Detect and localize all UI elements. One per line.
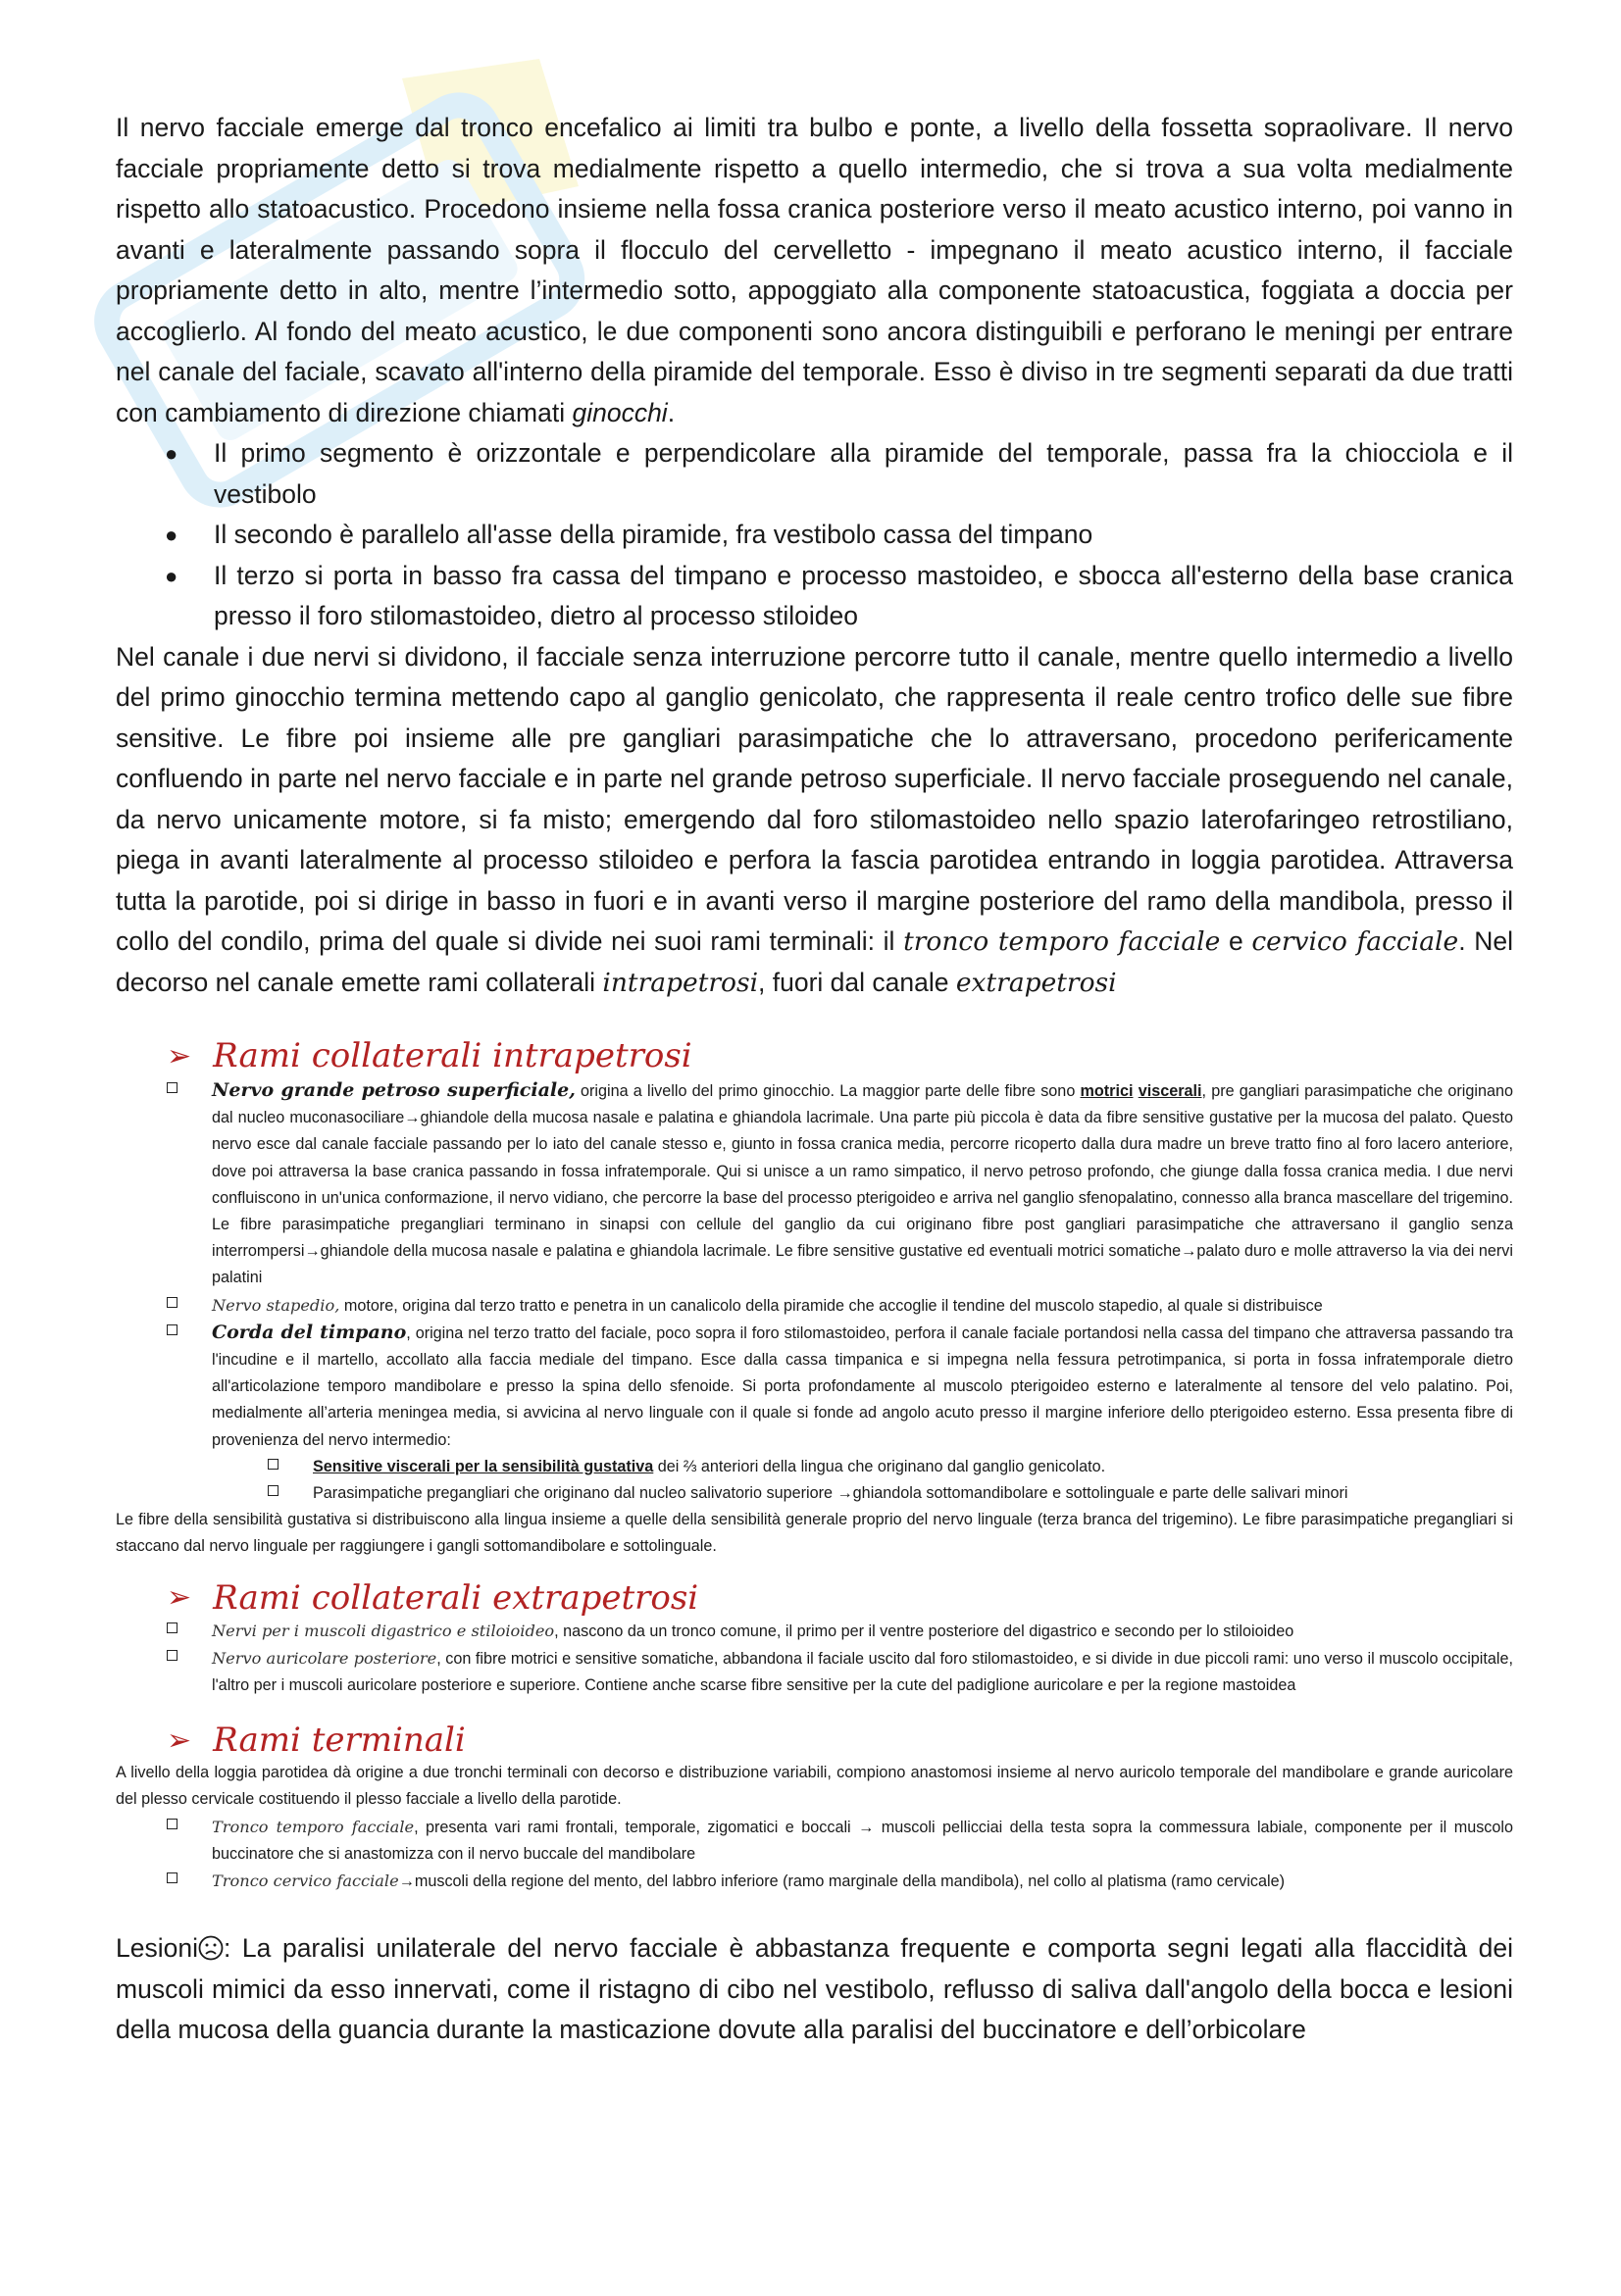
item-text: , presenta vari rami frontali, temporale, zigomatici e boccali → muscoli pellicciai della testa sopra la commessura labiale, componente per il muscolo buccinatore che si anastomizza con il nervo buccale del mandibolare bbox=[212, 1818, 1513, 1863]
list-item bbox=[116, 515, 1513, 556]
checkbox-icon bbox=[167, 1082, 177, 1093]
sad-face-icon bbox=[198, 1935, 224, 1961]
checkbox-icon bbox=[268, 1459, 279, 1470]
section-title: Rami terminali bbox=[213, 1721, 466, 1761]
segment-text: Il terzo si porta in basso fra cassa del timpano e processo mastoideo, e sbocca all'esterno della base cranica presso il foro stilomastoideo, dietro al processo stiloideo bbox=[214, 560, 1513, 630]
list-item bbox=[116, 1077, 1513, 1292]
item-text: , origina nel terzo tratto del faciale, poco sopra il foro stilomastoideo, perfora il canale faciale portandosi nella cassa del timpano che attraversa passando tra l'incudine e il martello, accollato alla faccia mediale del timpano. Esce dalla cassa timpanica e si impegna nella fessura petrotimpanica, si porta in fossa infratemporale dietro all'articolazione temporo mandibolare e presso la spina dello sfenoide. Si porta profondamente al muscolo pterigoideo esterno e lateralmente al tensore del velo palatino. Poi, medialmente all’arteria meningea media, si avvicina al nervo linguale con il quale si fonde ad angolo acuto presso il margine inferiore dello pterigoideo esterno. Essa presenta fibre di provenienza del nervo intermedio: bbox=[212, 1323, 1513, 1449]
bullet-icon: ● bbox=[165, 441, 178, 466]
bullet-icon: ● bbox=[165, 563, 178, 588]
section-heading-extrapetrosi bbox=[167, 1578, 1513, 1618]
corda-sublist bbox=[116, 1454, 1513, 1507]
list-item bbox=[116, 1320, 1513, 1507]
motrici-term: motrici bbox=[1080, 1082, 1134, 1100]
item-text: origina a livello del primo ginocchio. La maggior parte delle fibre sono bbox=[575, 1082, 1081, 1100]
list-item bbox=[116, 1868, 1513, 1895]
checkbox-icon bbox=[167, 1622, 177, 1633]
list-item bbox=[116, 1814, 1513, 1868]
intro-text: Il nervo facciale emerge dal tronco encefalico ai limiti tra bulbo e ponte, a livello della fossetta sopraolivare. Il nervo facciale propriamente detto si trova medialmente rispetto a quello intermedio, che si trova a sua volta medialmente rispetto allo statoacustico. Procedono insieme nella fossa cranica posteriore verso il meato acustico interno, poi vanno in avanti e lateralmente passando sopra il flocculo del cervelletto - impegnano il meato acustico interno, il facciale propriamente detto in alto, mentre l’intermedio sotto, appoggiato alla componente statoacustica, foggiata a doccia per accoglierlo. Al fondo del meato acustico, le due componenti sono ancora distinguibili e perforano le meningi per entrare nel canale del faciale, scavato all'interno della piramide del temporale. Esso è diviso in tre segmenti separati da due tratti con cambiamento di direzione chiamati bbox=[116, 113, 1513, 427]
auricolare-term: Nervo auricolare posteriore bbox=[212, 1648, 437, 1668]
tronco-temporo-term: tronco temporo facciale bbox=[903, 926, 1221, 957]
list-item bbox=[116, 1645, 1513, 1699]
checkbox-icon bbox=[167, 1324, 177, 1335]
course-and: e bbox=[1220, 926, 1252, 956]
tronco-cervico-term: Tronco cervico facciale bbox=[212, 1872, 399, 1891]
tronco-temporo-term: Tronco temporo facciale bbox=[212, 1817, 415, 1836]
item-text: →muscoli della regione del mento, del labbro inferiore (ramo marginale della mandibola), nel collo al platisma (ramo cervicale) bbox=[398, 1872, 1286, 1891]
checkbox-icon bbox=[167, 1297, 177, 1308]
extrapetrosi-list bbox=[116, 1618, 1513, 1700]
section-heading-terminali bbox=[167, 1721, 1513, 1760]
terminali-intro: A livello della loggia parotidea dà origine a due tronchi terminali con decorso e distribuzione variabili, compiono anastomosi insieme al nervo auricolo temporale del mandibolare e grande auricolare del plesso cervicale costituendo il plesso facciale a livello della parotide. bbox=[116, 1764, 1513, 1809]
segment-text: Il secondo è parallelo all'asse della piramide, fra vestibolo cassa del timpano bbox=[214, 520, 1093, 549]
item-text: , nascono da un tronco comune, il primo per il ventre posteriore del digastrico e secondo per lo stiloioideo bbox=[554, 1622, 1294, 1640]
checkbox-icon bbox=[268, 1485, 279, 1496]
lesioni-paragraph bbox=[116, 1928, 1513, 2051]
item-text-2: , pre gangliari parasimpatiche che originano dal nucleo muconasociliare→ghiandole della mucosa nasale e palatina e ghiandola lacrimale. Una parte più piccola è data da fibre sensitive gustative per la mucosa del palato. Questo nervo esce dal canale facciale passando per lo iato del canale stesso e, giunto in fossa cranica media, percorre ricoperto dalla dura madre un breve tratto fino al foro lacero anteriore, dove poi attraversa la base cranica passando in fossa infratemporale. Qui si unisce a un ramo simpatico, il nervo petroso profondo, che giunge dalla fossa cranica media. I due nervi confluiscono in un'unica conformazione, il nervo vidiano, che percorre la base del processo pterigoideo e arriva nel ganglio sfenopalatino, connesso alla branca mascellare del trigemino. Le fibre parasimpatiche pregangliari terminano in sinapsi con cellule del ganglio da cui originano fibre post gangliari parasimpatiche che attraversano il ganglio senza interrompersi→ghiandole della mucosa nasale e palatina e ghiandola lacrimale. Le fibre sensitive gustative ed eventuali motrici somatiche→palato duro e molle attraverso la via dei nervi palatini bbox=[212, 1082, 1514, 1287]
extrapetrosi-term: extrapetrosi bbox=[955, 967, 1117, 998]
item-text: motore, origina dal terzo tratto e penetra in un canalicolo della piramide che accoglie il tendine del muscolo stapedio, al quale si distribuisce bbox=[339, 1296, 1323, 1315]
list-item bbox=[116, 1454, 1513, 1480]
digastrico-term: Nervi per i muscoli digastrico e stiloioideo bbox=[212, 1621, 555, 1640]
intrapetrosi-list bbox=[116, 1077, 1513, 1507]
section-title: Rami collaterali extrapetrosi bbox=[213, 1577, 699, 1618]
lesioni-label: Lesioni bbox=[116, 1933, 198, 1964]
intro-paragraph bbox=[116, 108, 1513, 433]
section-heading-intrapetrosi bbox=[167, 1036, 1513, 1075]
corda-timpano-term: Corda del timpano bbox=[212, 1321, 407, 1343]
checkbox-icon bbox=[167, 1819, 177, 1829]
course-text: Nel canale i due nervi si dividono, il facciale senza interruzione percorre tutto il canale, mentre quello intermedio a livello del primo ginocchio termina mettendo capo al ganglio genicolato, che rappresenta il reale centro trofico delle sue fibre sensitive. Le fibre poi insieme alle pre gangliari parasimpatiche che lo attraversano, procedono perifericamente confluendo in parte nel nervo facciale e in parte nel grande petroso superficiale. Il nervo facciale proseguendo nel canale, da nervo unicamente motore, si fa misto; emergendo dal foro stilomastoideo nello spazio laterofaringeo retrostiliano, piega in avanti lateralmente al processo stiloideo e perfora la fascia parotidea entrando in loggia parotidea. Attraversa tutta la parotide, poi si dirige in basso in fuori e in avanti verso il margine posteriore del ramo della mandibola, presso il collo del condilo, prima del quale si divide nei suoi rami terminali: il bbox=[116, 641, 1513, 956]
ginocchi-term: ginocchi bbox=[572, 397, 668, 427]
terminali-list bbox=[116, 1814, 1513, 1896]
lesioni-text: : La paralisi unilaterale del nervo facciale è abbastanza frequente e comporta segni legati alla flaccidità dei muscoli mimici da esso innervati, come il ristagno di cibo nel vestibolo, reflusso di saliva dall'angolo della bocca e lesioni della mucosa della guancia durante la masticazione dovute alla paralisi del buccinatore e dell’orbicolare bbox=[116, 1933, 1513, 2045]
item-text: , con fibre motrici e sensitive somatiche, abbandona il faciale uscito dal foro stilomastoideo, e si divide in due piccoli rami: uno verso il muscolo occipitale, l'altro per i muscoli auricolare posteriore e superiore. Contiene anche scarse fibre sensitive per la cute del padiglione auricolare e per la regione mastoidea bbox=[212, 1649, 1514, 1695]
arrow-icon: ➢ bbox=[167, 1722, 192, 1758]
segment-text: Il primo segmento è orizzontale e perpendicolare alla piramide del temporale, passa fra la chiocciola e il vestibolo bbox=[214, 438, 1513, 509]
checkbox-icon bbox=[167, 1650, 177, 1661]
grande-petroso-term: Nervo grande petroso superficiale, bbox=[212, 1079, 576, 1101]
document-content bbox=[116, 108, 1513, 2051]
arrow-icon: ➢ bbox=[167, 1038, 192, 1073]
segment-list bbox=[116, 433, 1513, 637]
item-text: Parasimpatiche pregangliari che originano dal nucleo salivatorio superiore →ghiandola sottomandibolare e sottolinguale e parte delle salivari minori bbox=[313, 1484, 1348, 1503]
arrow-icon: ➢ bbox=[167, 1580, 192, 1616]
bullet-icon: ● bbox=[165, 523, 178, 547]
intro-period: . bbox=[667, 397, 676, 427]
viscerali-term: viscerali bbox=[1138, 1082, 1202, 1100]
section-title: Rami collaterali intrapetrosi bbox=[213, 1036, 692, 1075]
checkbox-icon bbox=[167, 1872, 177, 1883]
tronco-cervico-term: cervico facciale bbox=[1251, 926, 1459, 957]
list-item bbox=[116, 1292, 1513, 1320]
list-item bbox=[116, 433, 1513, 515]
list-item bbox=[116, 556, 1513, 637]
gustativa-paragraph: Le fibre della sensibilità gustativa si distribuiscono alla lingua insieme a quelle della sensibilità generale proprio del nervo linguale (terza branca del trigemino). Le fibre parasimpatiche pregangliari si staccano dal nervo linguale per raggiungere i gangli sottomandibolare e sottolinguale. bbox=[116, 1511, 1513, 1556]
item-text: dei ⅔ anteriori della lingua che originano dal ganglio genicolato. bbox=[653, 1457, 1106, 1475]
list-item bbox=[116, 1618, 1513, 1645]
stapedio-term: Nervo stapedio, bbox=[212, 1295, 340, 1315]
list-item bbox=[116, 1480, 1513, 1507]
sensitive-viscerali-term: Sensitive viscerali per la sensibilità gustativa bbox=[313, 1457, 654, 1475]
course-paragraph bbox=[116, 637, 1513, 1004]
course-text-2: . Nel decorso nel canale emette rami collaterali bbox=[116, 926, 1513, 997]
intrapetrosi-term: intrapetrosi bbox=[602, 967, 759, 998]
course-text-3: , fuori dal canale bbox=[758, 967, 956, 997]
